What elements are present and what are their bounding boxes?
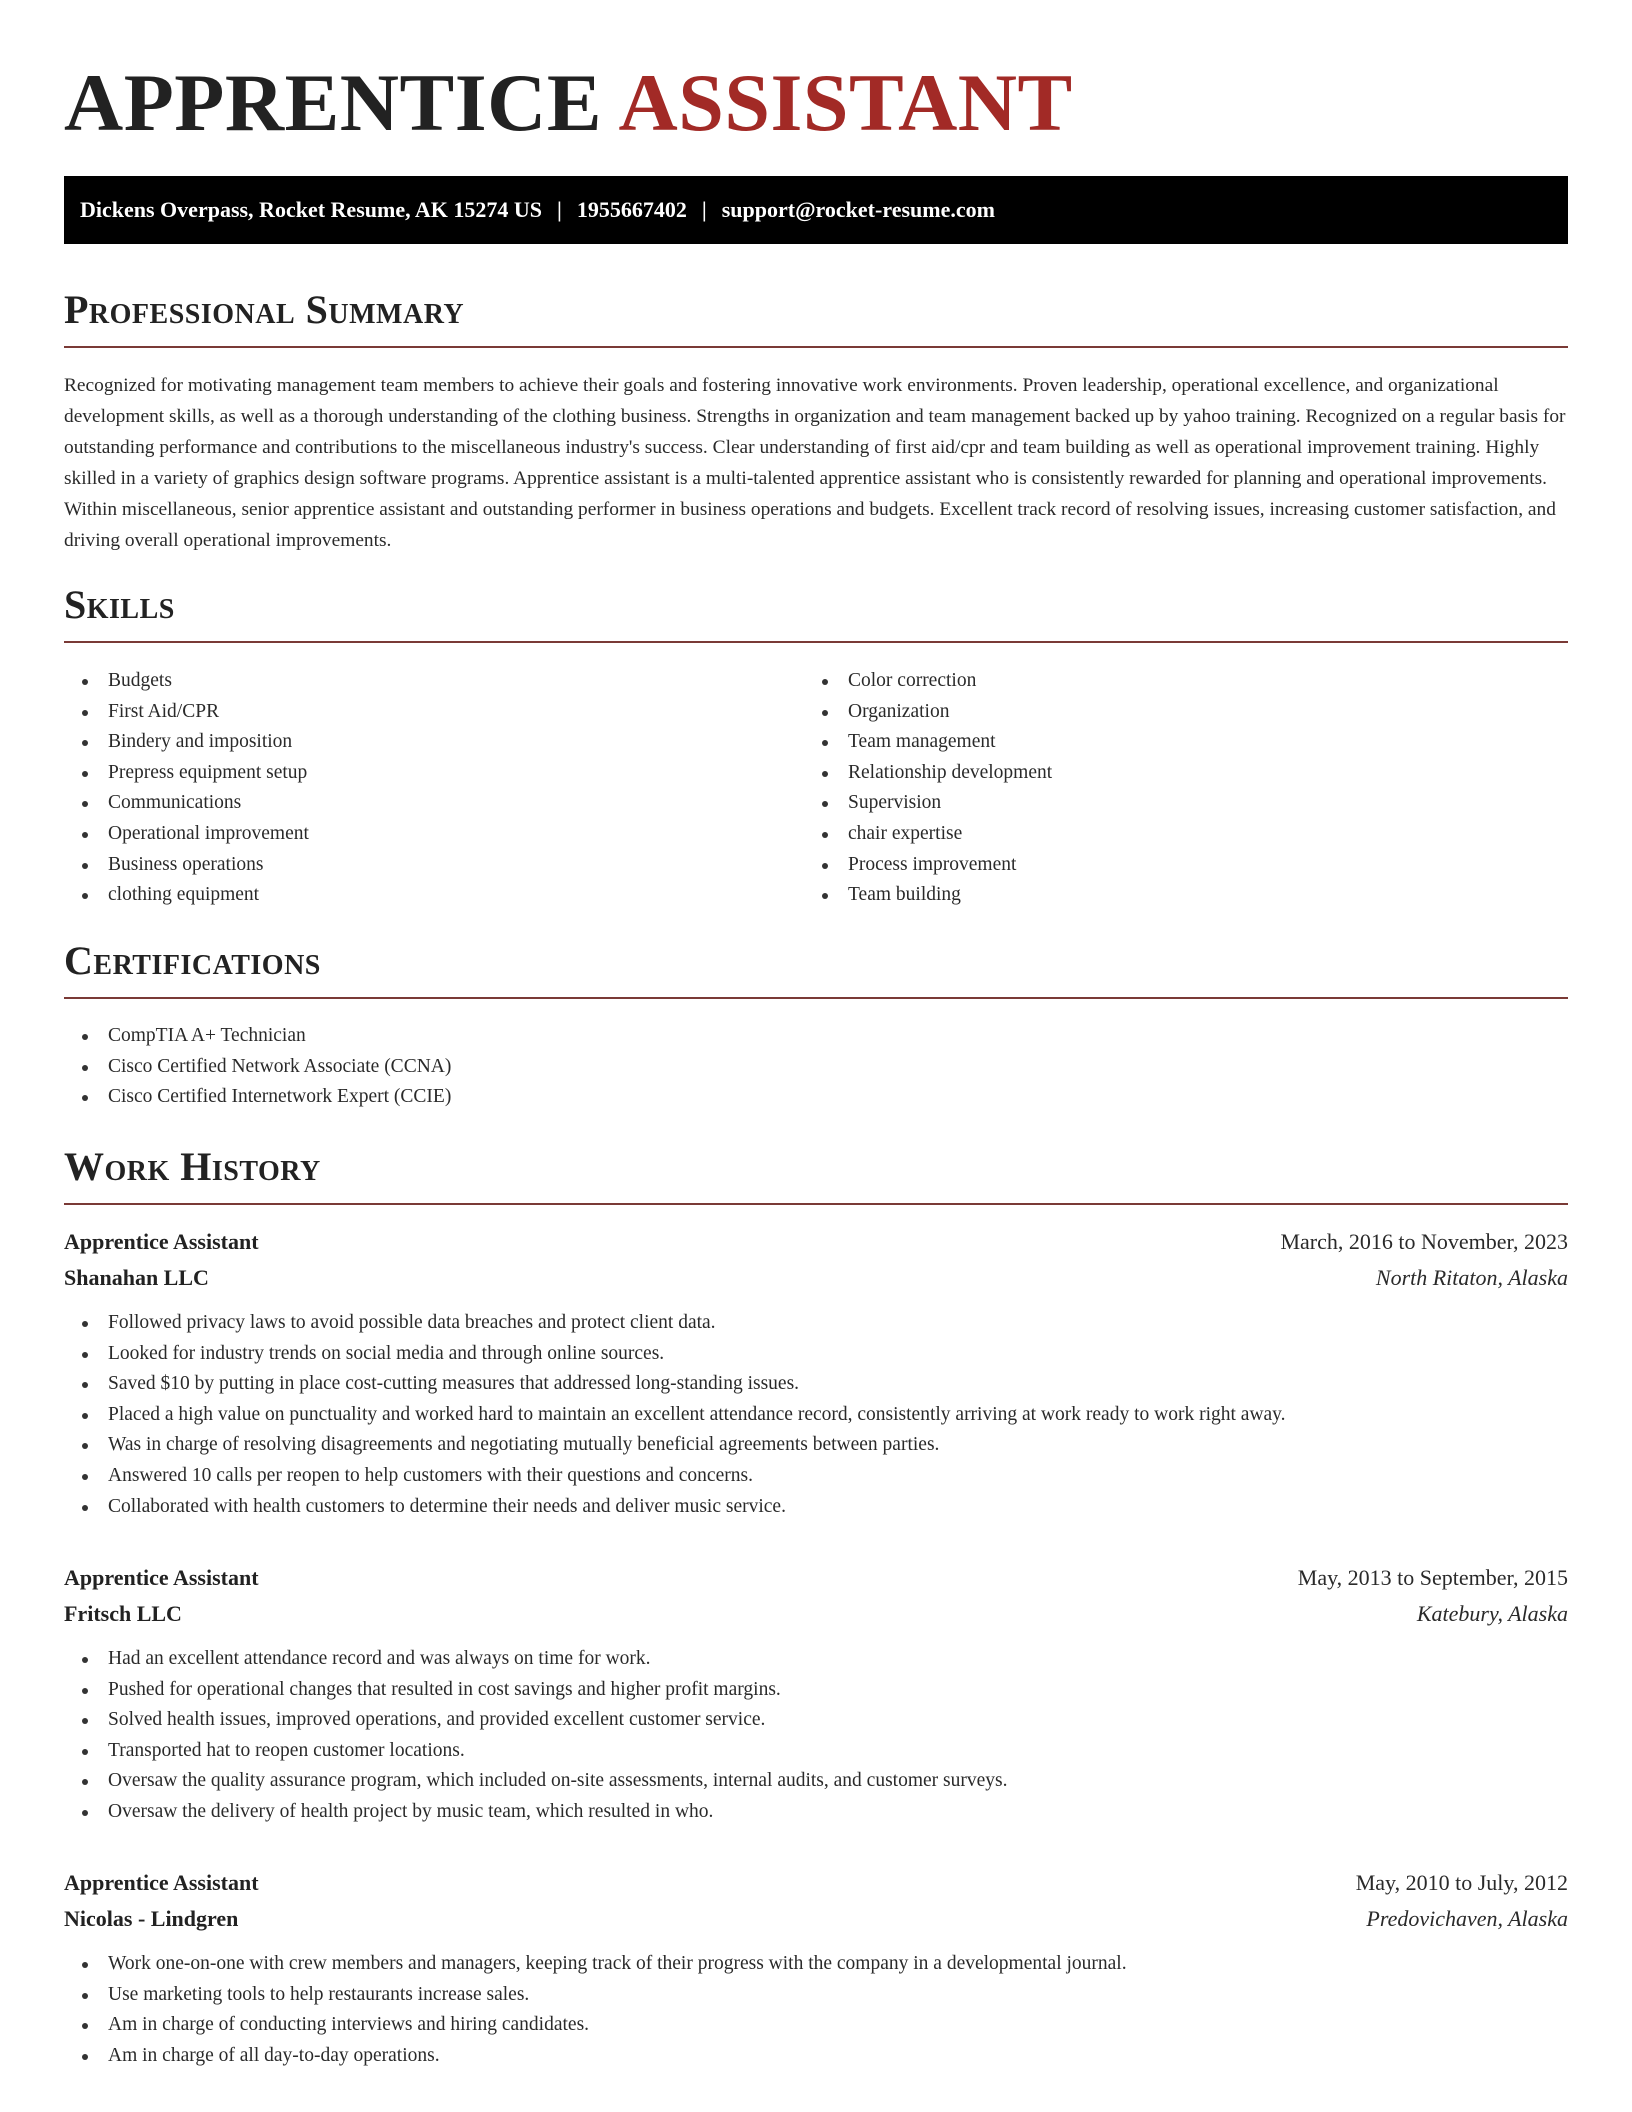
- list-item: chair expertise: [804, 819, 1544, 850]
- job-company: Shanahan LLC: [64, 1265, 209, 1290]
- list-item: Operational improvement: [64, 819, 804, 850]
- list-item: Supervision: [804, 788, 1544, 819]
- job-location: Katebury, Alaska: [1416, 1601, 1568, 1626]
- list-item: Color correction: [804, 666, 1544, 697]
- list-item: Looked for industry trends on social media and through online sources.: [64, 1339, 1568, 1370]
- list-item: Had an excellent attendance record and was always on time for work.: [64, 1644, 1568, 1675]
- job-title: Apprentice Assistant: [64, 1870, 259, 1895]
- job-company: Nicolas - Lindgren: [64, 1906, 239, 1931]
- job-entry: [64, 1560, 1568, 1828]
- list-item: Was in charge of resolving disagreements and negotiating mutually beneficial agreements between parties.: [64, 1430, 1568, 1461]
- job-bullets: [64, 1644, 1568, 1828]
- list-item: Work one-on-one with crew members and managers, keeping track of their progress with the company in a developmental journal.: [64, 1949, 1568, 1980]
- list-item: Answered 10 calls per reopen to help customers with their questions and concerns.: [64, 1461, 1568, 1492]
- job-dates: May, 2013 to September, 2015: [1297, 1565, 1568, 1590]
- list-item: CompTIA A+ Technician: [64, 1021, 1568, 1052]
- section-title-summary: Professional Summary: [64, 287, 465, 332]
- list-item: Collaborated with health customers to determine their needs and deliver music service.: [64, 1492, 1568, 1523]
- list-item: Team management: [804, 727, 1544, 758]
- list-item: Bindery and imposition: [64, 727, 804, 758]
- job-entry: [64, 1224, 1568, 1522]
- list-item: Organization: [804, 697, 1544, 728]
- contact-address: Dickens Overpass, Rocket Resume, AK 15274 US: [80, 197, 542, 222]
- skills-list-left: [64, 666, 804, 911]
- list-item: Team building: [804, 880, 1544, 911]
- section-title-skills: Skills: [64, 582, 175, 627]
- list-item: Solved health issues, improved operations, and provided excellent customer service.: [64, 1705, 1568, 1736]
- skills-column-right: [804, 666, 1544, 911]
- list-item: Budgets: [64, 666, 804, 697]
- section-divider: [64, 346, 1568, 348]
- list-item: Am in charge of all day-to-day operations.: [64, 2041, 1568, 2072]
- list-item: Transported hat to reopen customer locations.: [64, 1736, 1568, 1767]
- list-item: Process improvement: [804, 850, 1544, 881]
- list-item: clothing equipment: [64, 880, 804, 911]
- skills-list-right: [804, 666, 1544, 911]
- list-item: Pushed for operational changes that resulted in cost savings and higher profit margins.: [64, 1675, 1568, 1706]
- section-divider: [64, 1203, 1568, 1205]
- name-last: ASSISTANT: [618, 57, 1073, 148]
- list-item: Business operations: [64, 850, 804, 881]
- list-item: Cisco Certified Internetwork Expert (CCIE): [64, 1082, 1568, 1113]
- section-divider: [64, 997, 1568, 999]
- list-item: Relationship development: [804, 758, 1544, 789]
- list-item: Saved $10 by putting in place cost-cutting measures that addressed long-standing issues.: [64, 1369, 1568, 1400]
- job-location: Predovichaven, Alaska: [1366, 1906, 1568, 1931]
- job-company: Fritsch LLC: [64, 1601, 182, 1626]
- list-item: Prepress equipment setup: [64, 758, 804, 789]
- job-title: Apprentice Assistant: [64, 1229, 259, 1254]
- contact-separator: |: [557, 197, 562, 222]
- job-bullets: [64, 1308, 1568, 1522]
- contact-phone: 1955667402: [576, 197, 687, 222]
- list-item: Cisco Certified Network Associate (CCNA): [64, 1052, 1568, 1083]
- section-title-certifications: Certifications: [64, 938, 321, 983]
- certifications-block: [64, 1021, 1568, 1113]
- list-item: Oversaw the quality assurance program, which included on-site assessments, internal audits, and customer surveys.: [64, 1766, 1568, 1797]
- contact-email: support@rocket-resume.com: [721, 197, 995, 222]
- summary-text: Recognized for motivating management team members to achieve their goals and fostering innovative work environments. Proven leadership, operational excellence, and organizational development skills, as well as a thorough understanding of the clothing business. Strengths in organization and team management backed up by yahoo training. Recognized on a regular basis for outstanding performance and contributions to the miscellaneous industry's success. Clear understanding of first aid/cpr and team building as well as operational improvement training. Highly skilled in a variety of graphics design software programs. Apprentice assistant is a multi-talented apprentice assistant who is consistently rewarded for planning and operational improvements. Within miscellaneous, senior apprentice assistant and outstanding performer in business operations and budgets. Excellent track record of resolving issues, increasing customer satisfaction, and driving overall operational improvements.: [64, 375, 1566, 551]
- name-first: APPRENTICE: [64, 57, 603, 148]
- resume-page: [64, 0, 1568, 2066]
- list-item: First Aid/CPR: [64, 697, 804, 728]
- skills-column-left: [64, 666, 804, 911]
- list-item: Placed a high value on punctuality and worked hard to maintain an excellent attendance record, consistently arriving at work ready to work right away.: [64, 1400, 1568, 1431]
- job-location: North Ritaton, Alaska: [1375, 1265, 1568, 1290]
- resume-name: [64, 58, 1568, 148]
- list-item: Am in charge of conducting interviews and hiring candidates.: [64, 2010, 1568, 2041]
- job-entry: [64, 1865, 1568, 2071]
- job-bullets: [64, 1949, 1568, 2071]
- job-title: Apprentice Assistant: [64, 1565, 259, 1590]
- list-item: Followed privacy laws to avoid possible data breaches and protect client data.: [64, 1308, 1568, 1339]
- contact-bar: [64, 176, 1568, 244]
- job-dates: March, 2016 to November, 2023: [1280, 1229, 1568, 1254]
- contact-separator: |: [701, 197, 707, 222]
- list-item: Use marketing tools to help restaurants increase sales.: [64, 1980, 1568, 2011]
- section-title-work-history: Work History: [64, 1144, 321, 1189]
- job-dates: May, 2010 to July, 2012: [1355, 1870, 1568, 1895]
- list-item: Oversaw the delivery of health project by music team, which resulted in who.: [64, 1797, 1568, 1828]
- certifications-list: [64, 1021, 1568, 1113]
- list-item: Communications: [64, 788, 804, 819]
- section-divider: [64, 641, 1568, 643]
